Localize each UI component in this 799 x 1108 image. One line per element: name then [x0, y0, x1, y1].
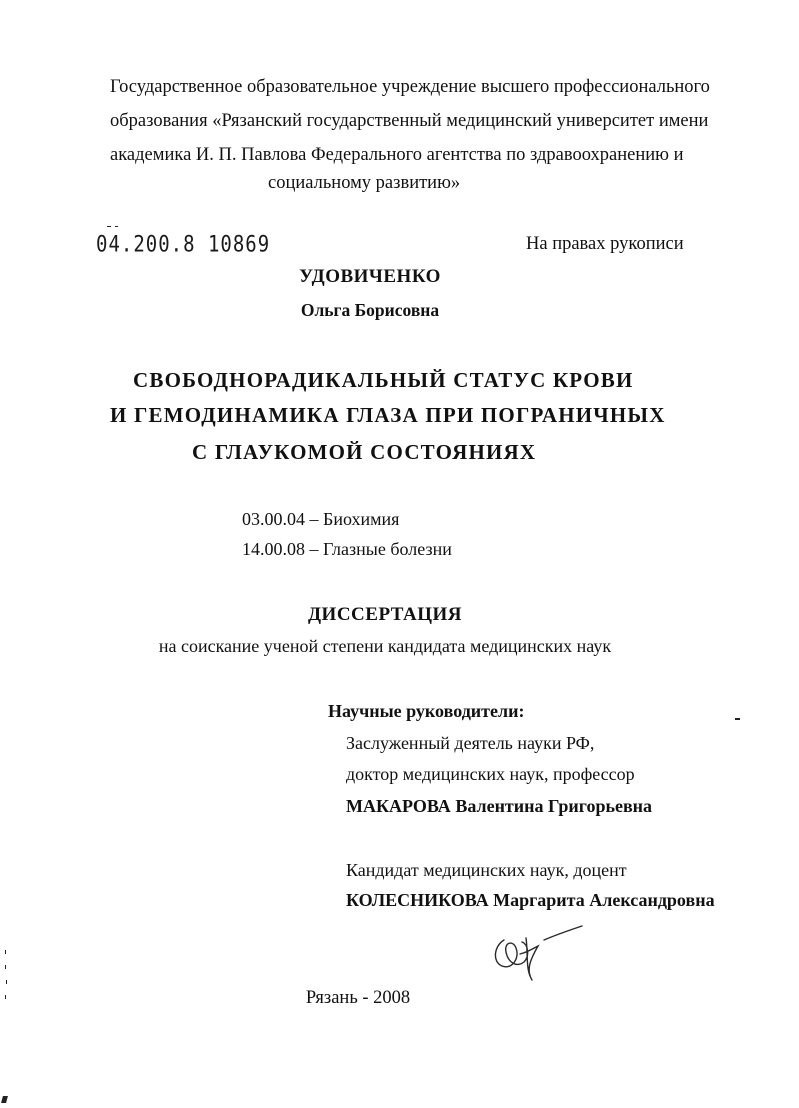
specialty-eye-diseases: 14.00.08 – Глазные болезни: [242, 539, 452, 559]
supervisor-1-title-2: доктор медицинских наук, профессор: [346, 764, 635, 784]
specialty-biochemistry: 03.00.04 – Биохимия: [242, 509, 400, 529]
supervisor-2-given-names: Маргарита Александровна: [488, 890, 715, 910]
supervisor-2-name: [346, 890, 715, 911]
scan-speck: [5, 995, 6, 999]
scan-speck: [5, 950, 6, 954]
author-given-names: Ольга Борисовна: [300, 300, 440, 320]
institution-line-3: академика И. П. Павлова Федерального агентства по здравоохранению и: [110, 145, 684, 165]
institution-line-1: Государственное образовательное учреждение высшего профессионального: [110, 77, 710, 97]
scan-speck: [107, 226, 111, 227]
city-and-year: Рязань - 2008: [305, 988, 411, 1008]
supervisors-heading: Научные руководители:: [328, 701, 525, 721]
author-surname: УДОВИЧЕНКО: [299, 266, 441, 287]
supervisor-1-given-names: Валентина Григорьевна: [450, 796, 653, 816]
institution-line-4: социальному развитию»: [268, 173, 461, 193]
scan-speck: [735, 718, 740, 720]
degree-line: на соискание ученой степени кандидата медицинских наук: [158, 636, 612, 656]
institution-line-2: образования «Рязанский государственный медицинский университет имени: [110, 111, 709, 131]
supervisor-2-surname: КОЛЕСНИКОВА: [346, 890, 489, 910]
thesis-title-line-1: СВОБОДНОРАДИКАЛЬНЫЙ СТАТУС КРОВИ: [133, 368, 634, 392]
supervisor-1-title-1: Заслуженный деятель науки РФ,: [346, 733, 595, 753]
scan-speck: [6, 980, 7, 984]
scan-speck: [1, 1096, 8, 1103]
manuscript-rights-note: На правах рукописи: [526, 234, 684, 254]
scan-speck: [5, 965, 6, 969]
document-type-heading: ДИССЕРТАЦИЯ: [307, 604, 463, 625]
supervisor-1-name: [346, 796, 652, 817]
thesis-title-line-2: И ГЕМОДИНАМИКА ГЛАЗА ПРИ ПОГРАНИЧНЫХ: [110, 403, 666, 427]
scan-speck: [115, 226, 118, 227]
thesis-title-line-3: С ГЛАУКОМОЙ СОСТОЯНИЯХ: [192, 440, 537, 464]
handwritten-signature: [486, 918, 596, 988]
supervisor-1-surname: МАКАРОВА: [346, 796, 451, 816]
registration-stamp-number: 04.200.8 10869: [96, 232, 271, 258]
supervisor-2-title: Кандидат медицинских наук, доцент: [346, 860, 627, 880]
